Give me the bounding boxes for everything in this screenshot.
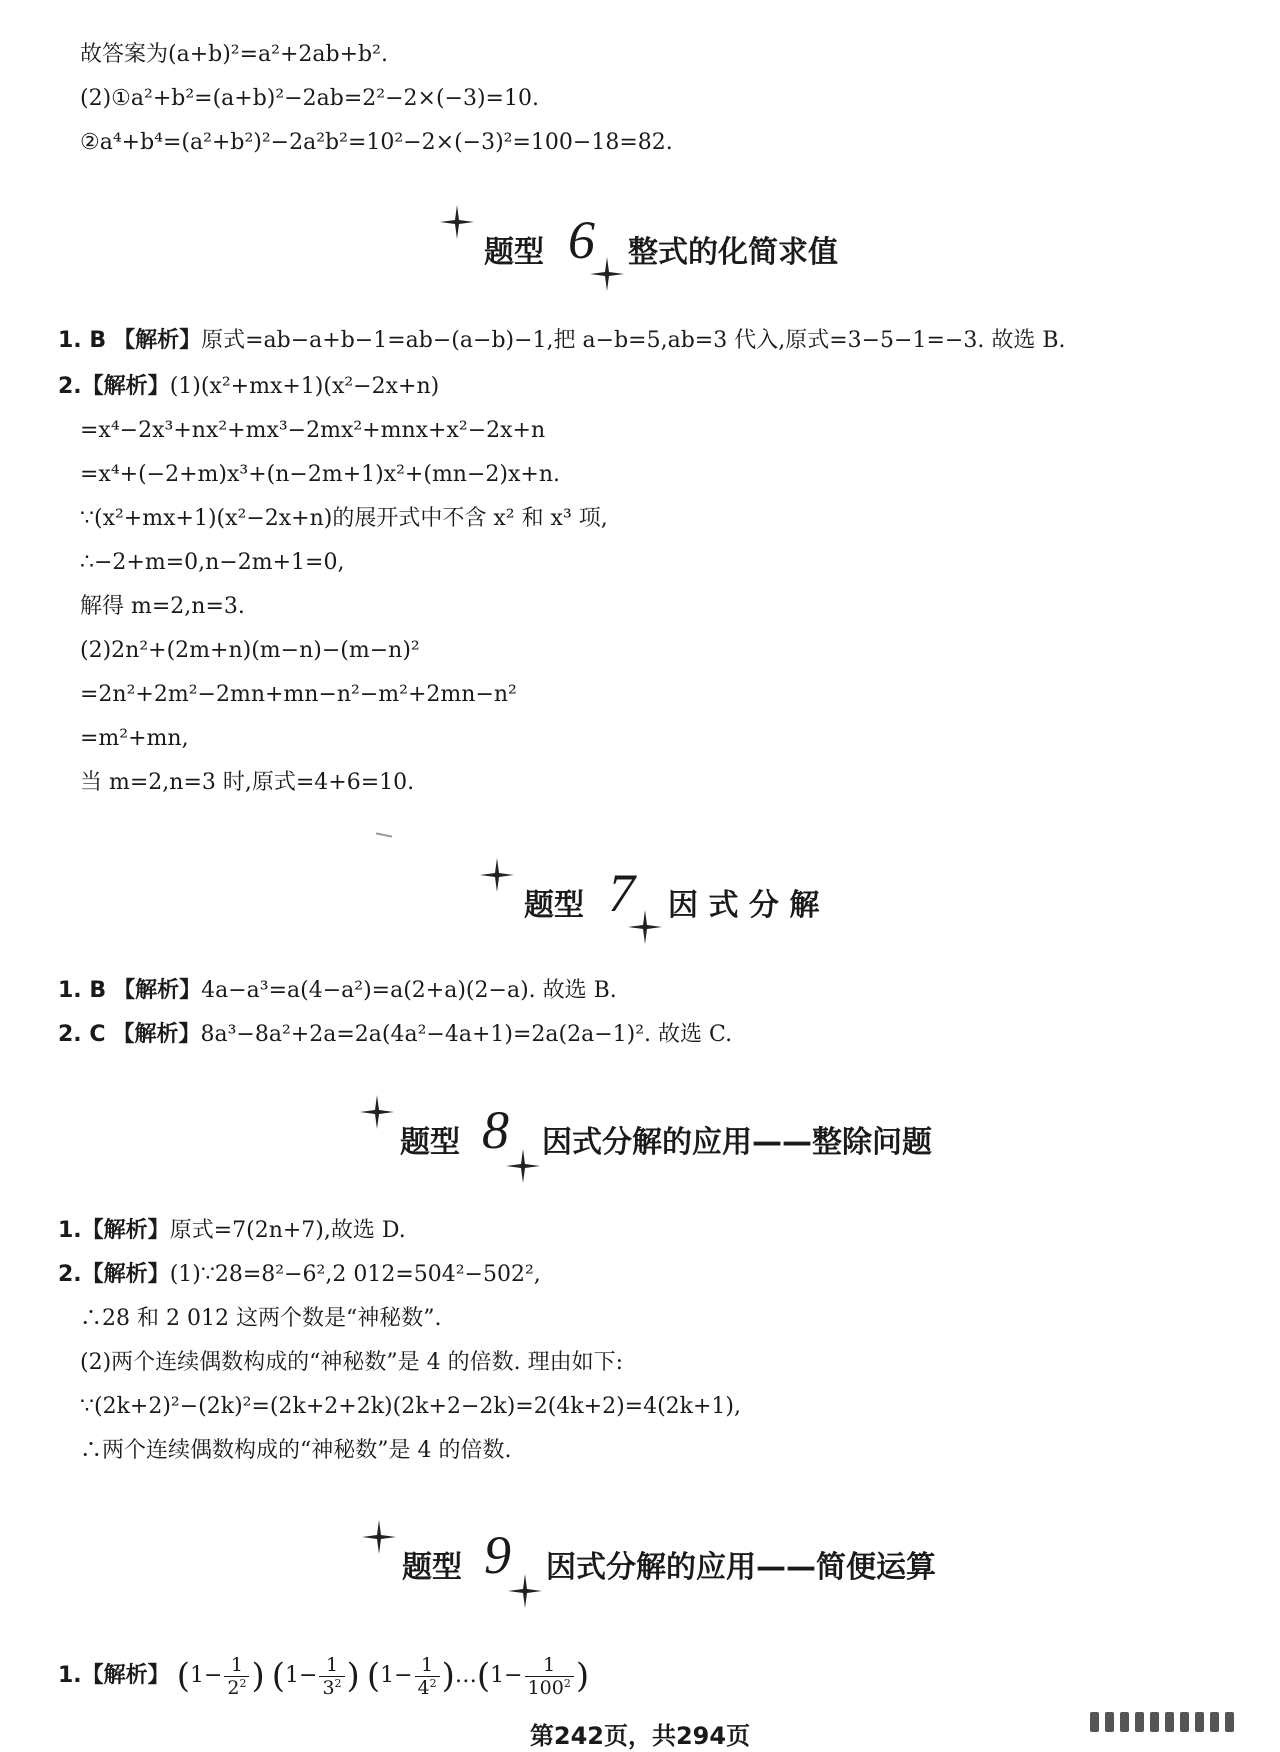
answer-line-2: (2)①a²+b²=(a+b)²−2ab=2²−2×(−3)=10. [80, 86, 539, 111]
s6-q2-line: (2)2n²+(2m+n)(m−n)−(m−n)² [80, 638, 420, 663]
watermark-bars [1090, 1712, 1234, 1732]
analysis-tag: 【解析】 [81, 1218, 170, 1243]
section-title: 整式的化简求值 [628, 235, 838, 270]
fraction: $\frac{1}{3^2}$ [319, 1654, 344, 1699]
s8-q2-line: (2)两个连续偶数构成的“神秘数”是 4 的倍数. 理由如下: [80, 1350, 624, 1375]
s7-q2 [58, 1020, 732, 1050]
section-title: 因 式 分 解 [668, 888, 820, 923]
fraction: $\frac{1}{100^2}$ [525, 1654, 574, 1699]
s8-q2-line: ∴28 和 2 012 这两个数是“神秘数”. [80, 1306, 442, 1331]
s7-q1 [58, 976, 617, 1006]
section-prefix: 题型 [484, 235, 544, 270]
section-title: 因式分解的应用——整除问题 [542, 1125, 932, 1160]
analysis-tag: 【解析】 [81, 1262, 170, 1287]
s8-q2-line: ∴两个连续偶数构成的“神秘数”是 4 的倍数. [80, 1438, 512, 1463]
answer-line-3: ②a⁴+b⁴=(a²+b²)²−2a²b²=10²−2×(−3)²=100−18=82. [80, 130, 673, 155]
s6-q1 [58, 326, 1066, 356]
section-prefix: 题型 [402, 1550, 462, 1585]
s8-q2-head [58, 1260, 541, 1290]
scan-mark [376, 832, 392, 837]
analysis-tag: 【解析】 [81, 374, 170, 399]
question-number: 2. [58, 374, 82, 399]
section-title: 因式分解的应用——简便运算 [546, 1550, 936, 1585]
section-heading-9 [362, 1520, 1062, 1610]
s6-q2-line: =m²+mn, [80, 726, 189, 751]
sparkle-icon [506, 1149, 540, 1183]
s6-q2-line: =x⁴+(−2+m)x³+(n−2m+1)x²+(mn−2)x+n. [80, 462, 560, 487]
section-number: 9 [484, 1525, 511, 1585]
question-number: 1. B [58, 328, 107, 353]
analysis-tag: 【解析】 [112, 1022, 201, 1047]
sparkle-icon [508, 1574, 542, 1608]
section-number: 8 [482, 1100, 509, 1160]
analysis-text: 8a³−8a²+2a=2a(4a²−4a+1)=2a(2a−1)². 故选 C. [200, 1022, 733, 1047]
page-footer: 第242页，共294页 [529, 1722, 751, 1750]
s6-q2-head [58, 372, 439, 402]
sparkle-icon [440, 205, 474, 239]
s6-q2-line: 解得 m=2,n=3. [80, 594, 245, 619]
fraction: $\frac{1}{2^2}$ [224, 1654, 249, 1699]
sparkle-icon [360, 1095, 394, 1129]
question-number: 1. [58, 1218, 82, 1243]
question-number: 1. B [58, 978, 107, 1003]
s8-q2-line: ∵(2k+2)²−(2k)²=(2k+2+2k)(2k+2−2k)=2(4k+2)=4(2k+1), [80, 1394, 741, 1419]
section-number: 7 [608, 863, 635, 923]
sparkle-icon [628, 910, 662, 944]
section-heading-6 [440, 205, 1140, 295]
section-prefix: 题型 [524, 888, 584, 923]
s6-q2-line: ∵(x²+mx+1)(x²−2x+n)的展开式中不含 x² 和 x³ 项, [80, 506, 608, 531]
analysis-tag: 【解析】 [81, 1663, 170, 1688]
sparkle-icon [480, 858, 514, 892]
analysis-text: 原式=7(2n+7),故选 D. [169, 1218, 406, 1243]
s6-q2-line: 当 m=2,n=3 时,原式=4+6=10. [80, 770, 415, 795]
answer-line-1: 故答案为(a+b)²=a²+2ab+b². [80, 42, 388, 67]
section-prefix: 题型 [400, 1125, 460, 1160]
section-heading-8 [360, 1095, 1060, 1185]
sparkle-icon [362, 1520, 396, 1554]
sparkle-icon [590, 257, 624, 291]
analysis-text: 原式=ab−a+b−1=ab−(a−b)−1,把 a−b=5,ab=3 代入,原式=3−5−1=−3. 故选 B. [201, 328, 1066, 353]
fraction: $\frac{1}{4^2}$ [415, 1654, 440, 1699]
s8-q1 [58, 1216, 406, 1246]
question-number: 2. [58, 1262, 82, 1287]
analysis-tag: 【解析】 [113, 978, 202, 1003]
question-number: 1. [58, 1663, 82, 1688]
analysis-text: 4a−a³=a(4−a²)=a(2+a)(2−a). 故选 B. [201, 978, 617, 1003]
section-heading-7 [480, 858, 1180, 948]
s6-q2-line: =2n²+2m²−2mn+mn−n²−m²+2mn−n² [80, 682, 517, 707]
section-number: 6 [568, 210, 595, 270]
analysis-text: (1)(x²+mx+1)(x²−2x+n) [169, 374, 440, 399]
s6-q2-line: =x⁴−2x³+nx²+mx³−2mx²+mnx+x²−2x+n [80, 418, 546, 443]
question-number: 2. C [58, 1022, 106, 1047]
s6-q2-line: ∴−2+m=0,n−2m+1=0, [80, 550, 345, 575]
s9-q1: 1.【解析】 (1− $\frac{1}{2^2}$ ) (1− $\frac{1}{3^2}$ ) (1− $\frac{1}{4^2}$ )…(1− $\frac{1}{100^2}$ ) [58, 1653, 590, 1699]
analysis-text: (1)∵28=8²−6²,2 012=504²−502², [169, 1262, 541, 1287]
analysis-tag: 【解析】 [113, 328, 202, 353]
